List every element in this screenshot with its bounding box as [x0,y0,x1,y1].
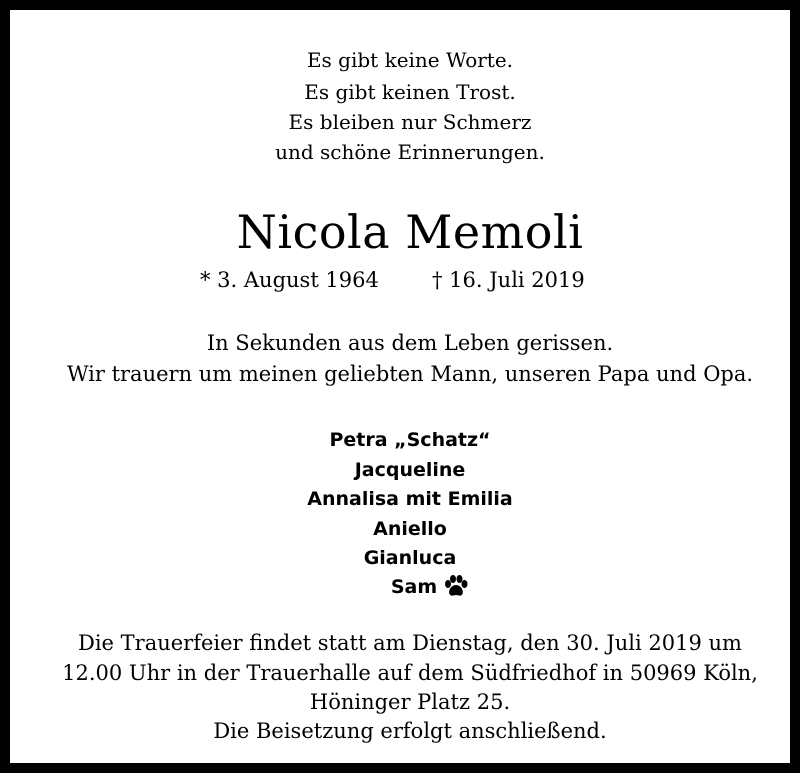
family-member: Jacqueline [354,459,466,481]
family-member: Gianluca [363,547,457,569]
funeral-info-line: 12.00 Uhr in der Trauerhalle auf dem Südfriedhof in 50969 Köln, [62,661,758,685]
family-member: Petra „Schatz“ [329,429,491,451]
paw-print-icon [443,574,469,606]
motto-line: Es gibt keine Worte. [306,48,514,72]
funeral-info-line: Die Beisetzung erfolgt anschließend. [213,719,607,743]
message-line: Wir trauern um meinen geliebten Mann, unseren Papa und Opa. [66,362,754,386]
motto-line: Es bleiben nur Schmerz [288,110,532,134]
message-line: In Sekunden aus dem Leben gerissen. [206,331,614,355]
funeral-info-line: Höninger Platz 25. [309,690,511,714]
family-member: Aniello [373,518,447,540]
funeral-info-line: Die Trauerfeier findet statt am Dienstag, den 30. Juli 2019 um [78,631,742,655]
pet-name: Sam [390,576,438,598]
death-date: † 16. Juli 2019 [432,268,585,292]
family-member: Annalisa mit Emilia [307,488,513,510]
life-dates [10,268,800,294]
motto-line: Es gibt keinen Trost. [304,80,516,104]
motto-line: und schöne Erinnerungen. [275,140,545,164]
deceased-name: Nicola Memoli [236,205,584,259]
birth-date: * 3. August 1964 [200,268,379,292]
family-member-pet [10,573,800,606]
